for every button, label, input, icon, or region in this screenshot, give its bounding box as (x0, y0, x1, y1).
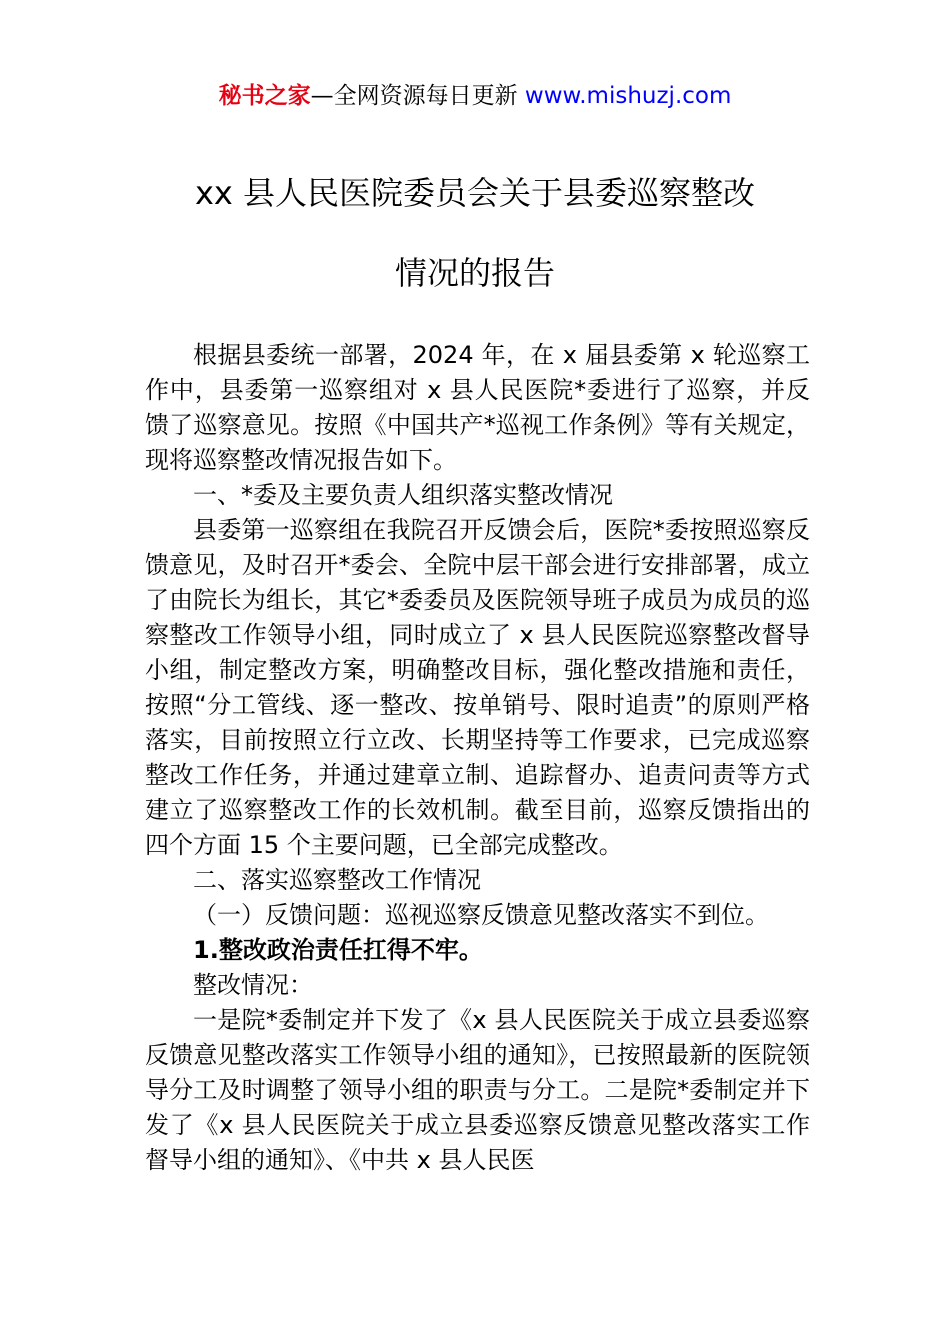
rectification-label: 整改情况： (193, 971, 313, 999)
intro-paragraph: 根据县委统一部署，2024 年，在 x 届县委第 x 轮巡察工作中，县委第一巡察组对 x 县人民医院*委进行了巡察，并反馈了巡察意见。按照《中国共产*巡视工作条例》等有关规定，现将巡察整改情况报告如下。 (145, 341, 810, 474)
document-title-line-2: 情况的报告 (394, 254, 555, 292)
section-1-paragraph: 县委第一巡察组在我院召开反馈会后，医院*委按照巡察反馈意见，及时召开*委会、全院中层干部会进行安排部署，成立了由院长为组长，其它*委委员及医院领导班子成员为成员的巡察整改工作领导小组，同时成立了 x 县人民医院巡察整改督导小组，制定整改方案，明确整改目标，强化整改措施和责任，按照“分工管线、逐一整改、按单销号、限时追责”的原则严格落实，目前按照立行立改、长期坚持等工作要求，已完成巡察整改工作任务，并通过建章立制、追踪督办、追责问责等方式建立了巡察整改工作的长效机制。截至目前，巡察反馈指出的四个方面 15 个主要问题，已全部完成整改。 (145, 516, 810, 859)
section-heading-2: 二、落实巡察整改工作情况 (193, 866, 481, 894)
brand-name[interactable]: 秘书之家 (218, 83, 311, 109)
document-body (145, 338, 810, 1178)
item-heading-1: 1.整改政治责任扛得不牢。 (193, 936, 483, 964)
subsection-heading-1: （一）反馈问题：巡视巡察反馈意见整改落实不到位。 (193, 901, 769, 929)
section-heading-1: 一、*委及主要负责人组织落实整改情况 (193, 481, 613, 509)
site-slogan: —全网资源每日更新 (310, 83, 525, 109)
site-url-link[interactable]: www.mishuzj.com (524, 83, 732, 109)
site-header (0, 80, 950, 112)
document-title-line-1: xx 县人民医院委员会关于县委巡察整改 (194, 174, 756, 212)
rectification-paragraph: 一是院*委制定并下发了《x 县人民医院关于成立县委巡察反馈意见整改落实工作领导小组的通知》，已按照最新的医院领导分工及时调整了领导小组的职责与分工。二是院*委制定并下发了《x 县人民医院关于成立县委巡察反馈意见整改落实工作督导小组的通知》、《中共 x 县人民医 (145, 1006, 810, 1174)
